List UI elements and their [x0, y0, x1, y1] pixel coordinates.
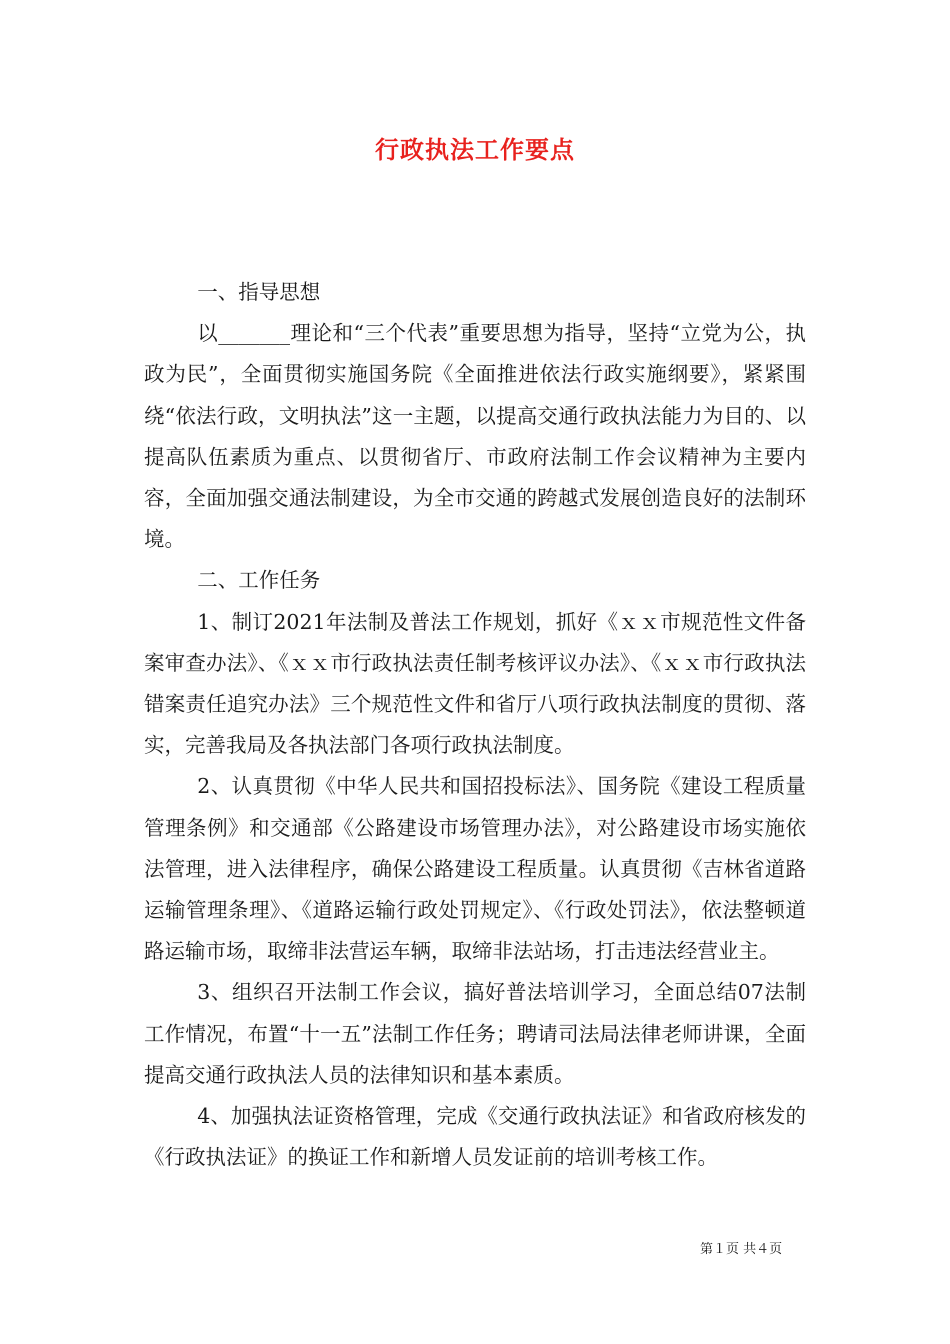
- paragraph-task-2: 2、认真贯彻《中华人民共和国招投标法》、国务院《建设工程质量管理条例》和交通部《公路建设市场管理办法》，对公路建设市场实施依法管理，进入法律程序，确保公路建设工程质量。认真贯彻《吉林省道路运输管理条理》、《道路运输行政处罚规定》、《行政处罚法》，依法整顿道路运输市场，取缔非法营运车辆，取缔非法站场，打击违法经营业主。: [144, 774, 806, 964]
- section-heading-work-tasks: 二、工作任务: [197, 568, 321, 593]
- paragraph-guiding-ideology: 以_______理论和“三个代表”重要思想为指导，坚持“立党为公，执政为民”，全面贯彻实施国务院《全面推进依法行政实施纲要》，紧紧围绕“依法行政，文明执法”这一主题，以提高交通行政执法能力为目的、以提高队伍素质为重点、以贯彻省厅、市政府法制工作会议精神为主要内容，全面加强交通法制建设，为全市交通的跨越式发展创造良好的法制环境。: [144, 321, 806, 552]
- document-body: [144, 272, 806, 1178]
- document-title: 行政执法工作要点: [375, 135, 575, 164]
- paragraph-task-3: 3、组织召开法制工作会议，搞好普法培训学习，全面总结07法制工作情况，布置“十一五”法制工作任务；聘请司法局法律老师讲课，全面提高交通行政执法人员的法律知识和基本素质。: [144, 980, 806, 1087]
- section-heading-guiding-ideology: 一、指导思想: [197, 280, 321, 304]
- page-number-footer: 第１页 共４页: [700, 1242, 783, 1257]
- paragraph-task-1: 1、制订2021年法制及普法工作规划，抓好《ｘｘ市规范性文件备案审查办法》、《ｘｘ市行政执法责任制考核评议办法》、《ｘｘ市行政执法错案责任追究办法》三个规范性文件和省厅八项行政执法制度的贯彻、落实，完善我局及各执法部门各项行政执法制度。: [144, 609, 806, 758]
- paragraph-task-4: 4、加强执法证资格管理，完成《交通行政执法证》和省政府核发的《行政执法证》的换证工作和新增人员发证前的培训考核工作。: [144, 1104, 806, 1170]
